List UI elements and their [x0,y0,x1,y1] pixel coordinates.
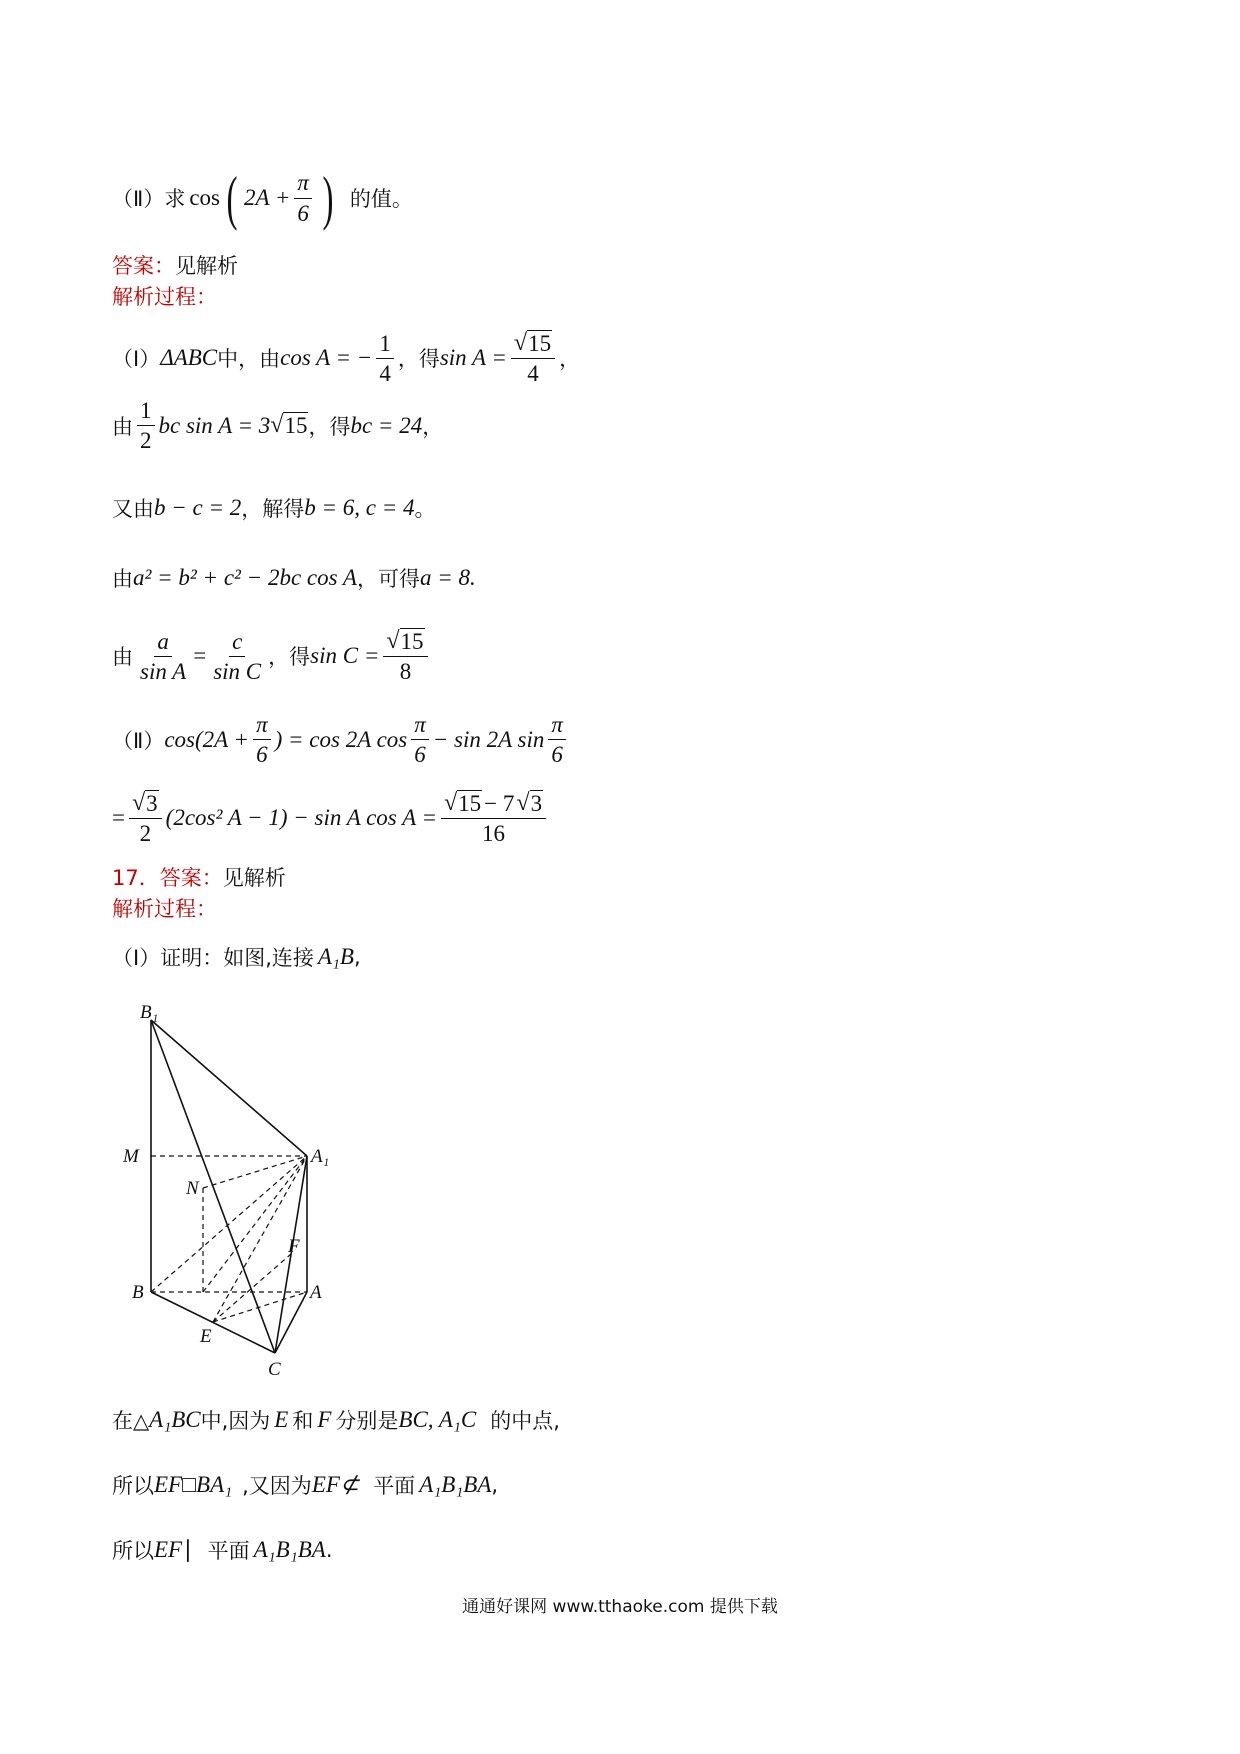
point-f: F [317,1407,332,1432]
label-n: N [186,1178,199,1199]
text: 中,因为 [200,1409,271,1433]
eq: = [193,643,207,669]
sol2-line1 [112,712,570,768]
parallel-glyph: ∣ [182,1537,194,1562]
dash-b-a1 [151,1156,307,1292]
text: 中，由 [217,347,281,372]
num: √ 15 [511,330,555,359]
expr-ef-not-in: EF⊄ [311,1472,360,1497]
text: 平面 [373,1474,416,1498]
expr: A₁B [317,944,354,969]
sol2-line2 [112,790,550,847]
q17-answer-text: 见解析 [222,866,286,890]
sol1-line2 [112,398,443,454]
q17-process-line [112,893,217,923]
frac-sqrt15-4 [511,330,555,387]
den: 2 [139,821,152,847]
radicand: 15 [284,413,308,439]
text: ，解得 [241,497,305,521]
den: 4 [379,360,391,386]
num: π [411,712,429,740]
plane: A₁B₁BA [419,1472,492,1497]
den: 8 [399,659,412,685]
den: 4 [527,361,539,387]
den: 6 [256,742,268,768]
frac-c-sinC [210,629,264,685]
label-a: A [310,1282,322,1303]
expr-ba1: BA₁ [196,1472,233,1497]
prism-figure [118,990,358,1390]
num: √ 3 [129,790,162,819]
cos-a: cos A = − [280,345,373,371]
text: 的中点, [490,1409,560,1433]
label-b: B [132,1282,144,1303]
sol1-line4 [112,563,476,593]
paren-right: ) [322,165,334,231]
expr-ef: EF [154,1537,183,1562]
expr-b: ) = cos 2A cos [274,726,408,752]
text: ，得 [397,347,440,372]
text: ，可得 [356,567,420,591]
label-a1: A₁ [311,1146,330,1167]
num: √ 15 − 7 √ 3 [441,790,546,819]
text: 在△ [112,1409,150,1433]
sol1-line1 [112,330,580,387]
text: 由 [112,567,133,591]
den: 16 [482,821,506,847]
frac-1-2 [137,398,155,454]
eq: = [112,805,125,831]
triangle-abc: ΔABC [160,345,218,371]
den: 2 [140,428,152,454]
frac-pi-6 [253,712,271,768]
num: √ 15 [383,628,427,657]
den: sin A [140,658,187,684]
dash-n-a1 [203,1156,307,1188]
frac-den: 6 [297,200,309,226]
frac-pi-6 [548,712,566,768]
frac-1-4 [376,331,394,387]
page-footer: 通通好课网 www.tthaoke.com 提供下载 [462,1597,778,1617]
answer-line [112,250,238,280]
part2-func: cos [189,185,221,210]
expr: a² = b² + c² − 2bc cos A [133,565,357,590]
sin-a: sin A = [439,345,507,371]
expr-mid: (2cos² A − 1) − sin A cos A = [165,805,437,831]
segments: BC, A₁C [398,1407,477,1432]
expr-c: − sin 2A sin [432,726,545,752]
radicand: 15 [458,791,482,817]
plane: A₁B₁BA [253,1537,326,1562]
q17-number: 17． [112,866,160,890]
den: 6 [414,742,426,768]
text: 由 [112,645,133,670]
text: 所以 [112,1474,154,1498]
point-e: E [274,1407,289,1432]
part2-frac [294,170,312,226]
text: , [353,945,361,969]
radicand: 3 [530,791,543,817]
num: 1 [376,331,394,359]
sol2-prefix: （Ⅱ） [112,728,165,753]
answer-label: 答案： [112,254,175,278]
edge-b1-a1 [151,1020,307,1156]
num: π [548,712,566,740]
text: 。 [414,497,436,521]
text: （I）证明：如图,连接 [112,946,314,970]
part2-prefix: （Ⅱ）求 [112,187,186,211]
frac-sqrt15-8 [383,628,427,685]
label-b1: B₁ [140,1002,159,1023]
process-line [112,281,217,311]
result: bc = 24 [350,412,423,438]
paren-left: ( [226,165,238,231]
part2-arg: 2A + [244,185,291,210]
dash-foot-a1 [203,1156,307,1292]
text: 和 [292,1409,314,1433]
result: b = 6, c = 4 [304,495,415,520]
num: a [154,629,172,657]
text: . [325,1538,333,1562]
q17-answer-label: 答案： [159,866,223,890]
label-c: C [268,1359,281,1380]
expr: b − c = 2 [154,495,242,520]
label-e: E [200,1326,212,1347]
dash-e-f [213,1254,291,1322]
label-m: M [123,1146,139,1167]
text: 分别是 [335,1409,399,1433]
expr-ef: EF [154,1472,183,1497]
minus7: − 7 [484,791,515,817]
sin-c: sin C = [310,643,380,669]
num: 1 [137,398,155,426]
proof-line2 [112,1405,560,1435]
text: 又由 [112,497,154,521]
frac-pi-6 [411,712,429,768]
text: ， [422,414,444,439]
process-label: 解析过程： [112,285,217,309]
text: 由 [112,414,133,439]
num: π [253,712,271,740]
proof-line1 [112,942,361,972]
sqrt15: √ 15 [270,412,308,439]
label-f: F [288,1236,300,1257]
frac-sqrt3-2 [129,790,162,847]
sol1-line3 [112,493,436,523]
answer-text: 见解析 [175,254,238,278]
radicand: 15 [400,629,424,655]
frac-a-sinA [137,629,189,685]
sol1-line5 [112,628,432,685]
part2-question [112,165,413,231]
frac-final [441,790,546,847]
text: ，得 [268,645,311,670]
text: 所以 [112,1539,154,1563]
q17-process-label: 解析过程： [112,897,217,921]
result: a = 8. [419,565,476,590]
radicand: 15 [528,331,552,357]
text: , [491,1473,499,1497]
edge-b1-c [151,1020,275,1353]
text: ，得 [308,414,351,439]
triangle: A₁BC [149,1407,201,1432]
expr-a: cos(2A + [164,726,250,752]
radicand: 3 [146,791,158,817]
den: sin C [213,658,262,684]
text: ,又因为 [242,1474,312,1498]
expr: bc sin A = 3 [158,412,271,438]
num: c [229,629,245,657]
proof-line4 [112,1535,333,1565]
proof-line3 [112,1470,498,1500]
den: 6 [551,742,563,768]
part2-suffix: 的值。 [349,187,413,211]
parallel-glyph: □ [182,1472,197,1497]
sol1-prefix: （Ⅰ） [112,347,161,372]
q17-answer-line [112,862,286,892]
text: 平面 [207,1539,250,1563]
frac-num: π [294,170,312,198]
text: ， [559,347,581,372]
